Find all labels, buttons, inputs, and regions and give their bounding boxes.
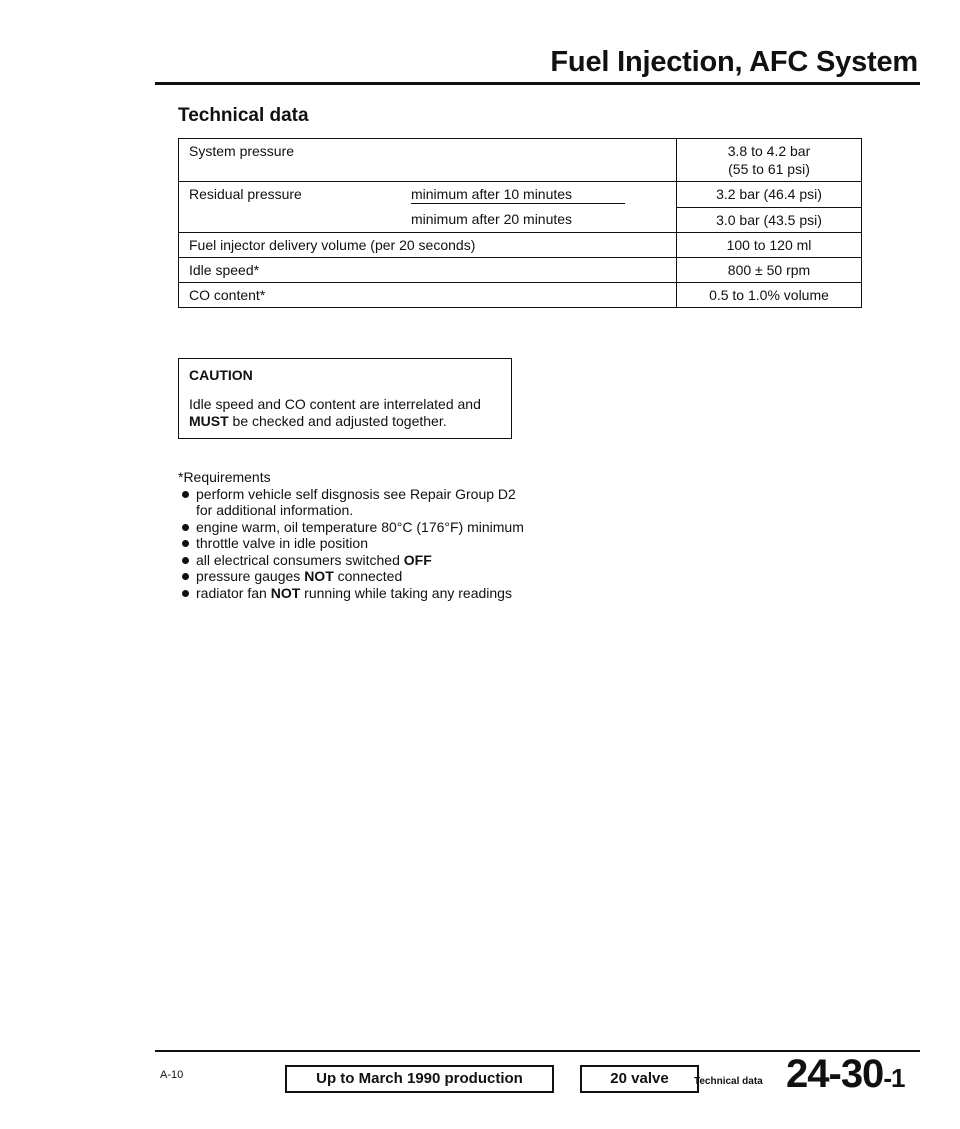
item-emphasis: OFF xyxy=(403,551,432,568)
item-emphasis: NOT xyxy=(304,568,334,584)
technical-data-table xyxy=(178,138,862,308)
row-sublabel: minimum after 20 minutes xyxy=(411,211,573,227)
table-row xyxy=(179,207,862,232)
page-number-suffix: -1 xyxy=(883,1063,905,1093)
page-header-title: Fuel Injection, AFC System xyxy=(550,46,918,78)
item-text: pressure gauges xyxy=(196,568,305,584)
table-cell-value xyxy=(677,232,862,257)
row-value: 3.0 bar (43.5 psi) xyxy=(716,211,822,228)
table-cell-label xyxy=(179,182,677,208)
row-label: Idle speed* xyxy=(189,261,260,278)
table-cell-label xyxy=(179,282,677,307)
row-label: Residual pressure xyxy=(189,186,302,202)
row-label: System pressure xyxy=(189,143,295,159)
list-item xyxy=(178,519,528,536)
row-value: 3.2 bar (46.4 psi) xyxy=(716,186,822,202)
table-cell-value xyxy=(677,182,862,208)
header-divider xyxy=(155,82,920,85)
caution-text-before: Idle speed and CO content are interrelated and xyxy=(189,396,481,412)
row-value: 0.5 to 1.0% volume xyxy=(709,286,829,303)
requirements xyxy=(178,469,528,601)
engine-label: 20 valve xyxy=(580,1065,699,1093)
table-cell-value xyxy=(677,282,862,307)
caution-text-after: be checked and adjusted together. xyxy=(228,413,447,429)
caution-emphasis: MUST xyxy=(189,413,229,429)
row-value-secondary: (55 to 61 psi) xyxy=(728,161,810,177)
row-sublabel: minimum after 10 minutes xyxy=(411,185,625,204)
row-value: 100 to 120 ml xyxy=(726,236,812,253)
table-cell-value xyxy=(677,207,862,232)
table-cell-value xyxy=(677,139,862,182)
table-cell-label xyxy=(179,257,677,282)
page-number xyxy=(786,1052,904,1097)
table-cell-label xyxy=(179,139,677,182)
table-row xyxy=(179,282,862,307)
item-emphasis: NOT xyxy=(270,584,301,601)
table-cell-value xyxy=(677,257,862,282)
requirements-list xyxy=(178,486,528,602)
table-row xyxy=(179,139,862,182)
footer-section-name: Technical data xyxy=(694,1076,763,1087)
table-row xyxy=(179,182,862,208)
item-text: radiator fan xyxy=(196,584,271,601)
item-text-after: connected xyxy=(333,568,403,584)
item-text: engine warm, oil temperature 80°C (176°F) minimum xyxy=(196,518,524,535)
row-label: CO content* xyxy=(189,286,266,303)
row-value: 800 ± 50 rpm xyxy=(727,261,811,278)
list-item xyxy=(178,568,528,585)
row-label: Fuel injector delivery volume (per 20 seconds) xyxy=(189,236,476,253)
list-item xyxy=(178,535,528,552)
page-number-main: 24-30 xyxy=(786,1052,884,1096)
requirements-heading: *Requirements xyxy=(178,469,271,485)
list-item xyxy=(178,552,528,569)
table-row xyxy=(179,232,862,257)
production-label: Up to March 1990 production xyxy=(285,1065,554,1093)
caution-title: CAUTION xyxy=(189,367,253,383)
item-text-after: running while taking any readings xyxy=(300,584,512,601)
item-text: throttle valve in idle position xyxy=(196,535,368,551)
list-item xyxy=(178,486,528,519)
caution-text xyxy=(189,396,503,430)
table-cell-label xyxy=(179,232,677,257)
row-value: 3.8 to 4.2 bar xyxy=(727,143,811,159)
caution-box xyxy=(178,358,512,439)
section-title: Technical data xyxy=(178,105,309,126)
item-text: all electrical consumers switched xyxy=(196,551,404,568)
page-reference: A-10 xyxy=(160,1069,184,1081)
item-text: perform vehicle self disgnosis see Repair Group D2 for additional information. xyxy=(196,485,516,518)
list-item xyxy=(178,585,528,602)
table-row xyxy=(179,257,862,282)
table-cell-label xyxy=(179,207,677,232)
